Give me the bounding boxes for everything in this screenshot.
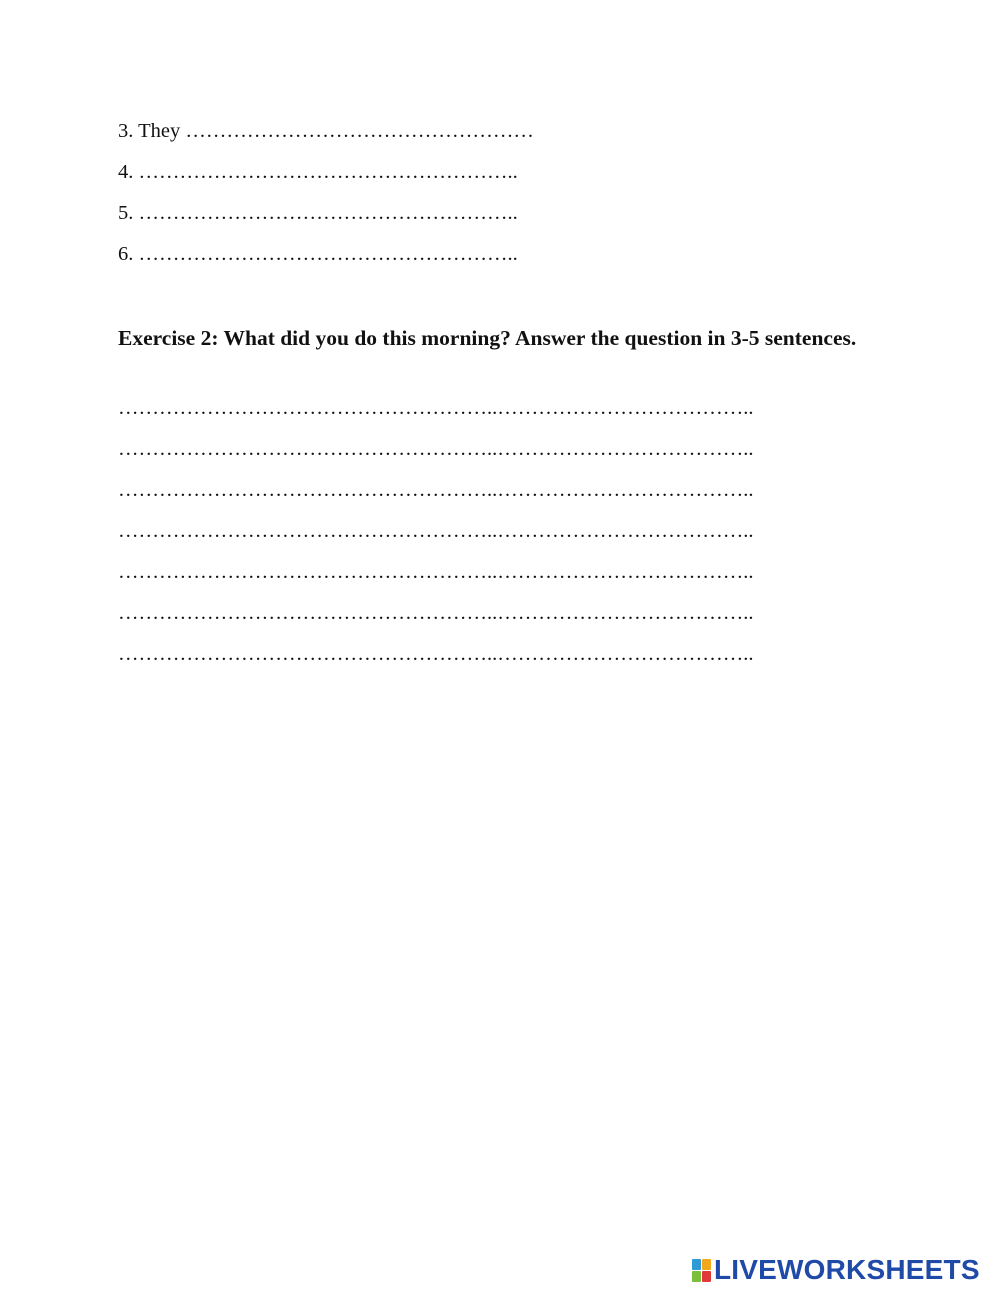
exercise1-item-6: 6. ……………………………………………….. — [118, 243, 518, 265]
exercise1-item-5: 5. ……………………………………………….. — [118, 202, 518, 224]
answer-line: ………………………………………………..……………………………….. — [118, 397, 754, 419]
answer-line: ………………………………………………..……………………………….. — [118, 479, 754, 501]
answer-line: ………………………………………………..……………………………….. — [118, 643, 754, 665]
logo-brand-text: LIVEWORKSHEETS — [714, 1254, 980, 1285]
answer-line: ………………………………………………..……………………………….. — [118, 602, 754, 624]
exercise2-heading: Exercise 2: What did you do this morning? Answer the question in 3-5 sentences. — [118, 326, 857, 350]
logo-mark-icon — [692, 1259, 711, 1282]
exercise1-item-3: 3. They …………………………………………… — [118, 120, 534, 142]
liveworksheets-logo — [692, 1255, 980, 1285]
answer-line: ………………………………………………..……………………………….. — [118, 520, 754, 542]
answer-line: ………………………………………………..……………………………….. — [118, 561, 754, 583]
exercise1-item-4: 4. ……………………………………………….. — [118, 161, 518, 183]
answer-line: ………………………………………………..……………………………….. — [118, 438, 754, 460]
